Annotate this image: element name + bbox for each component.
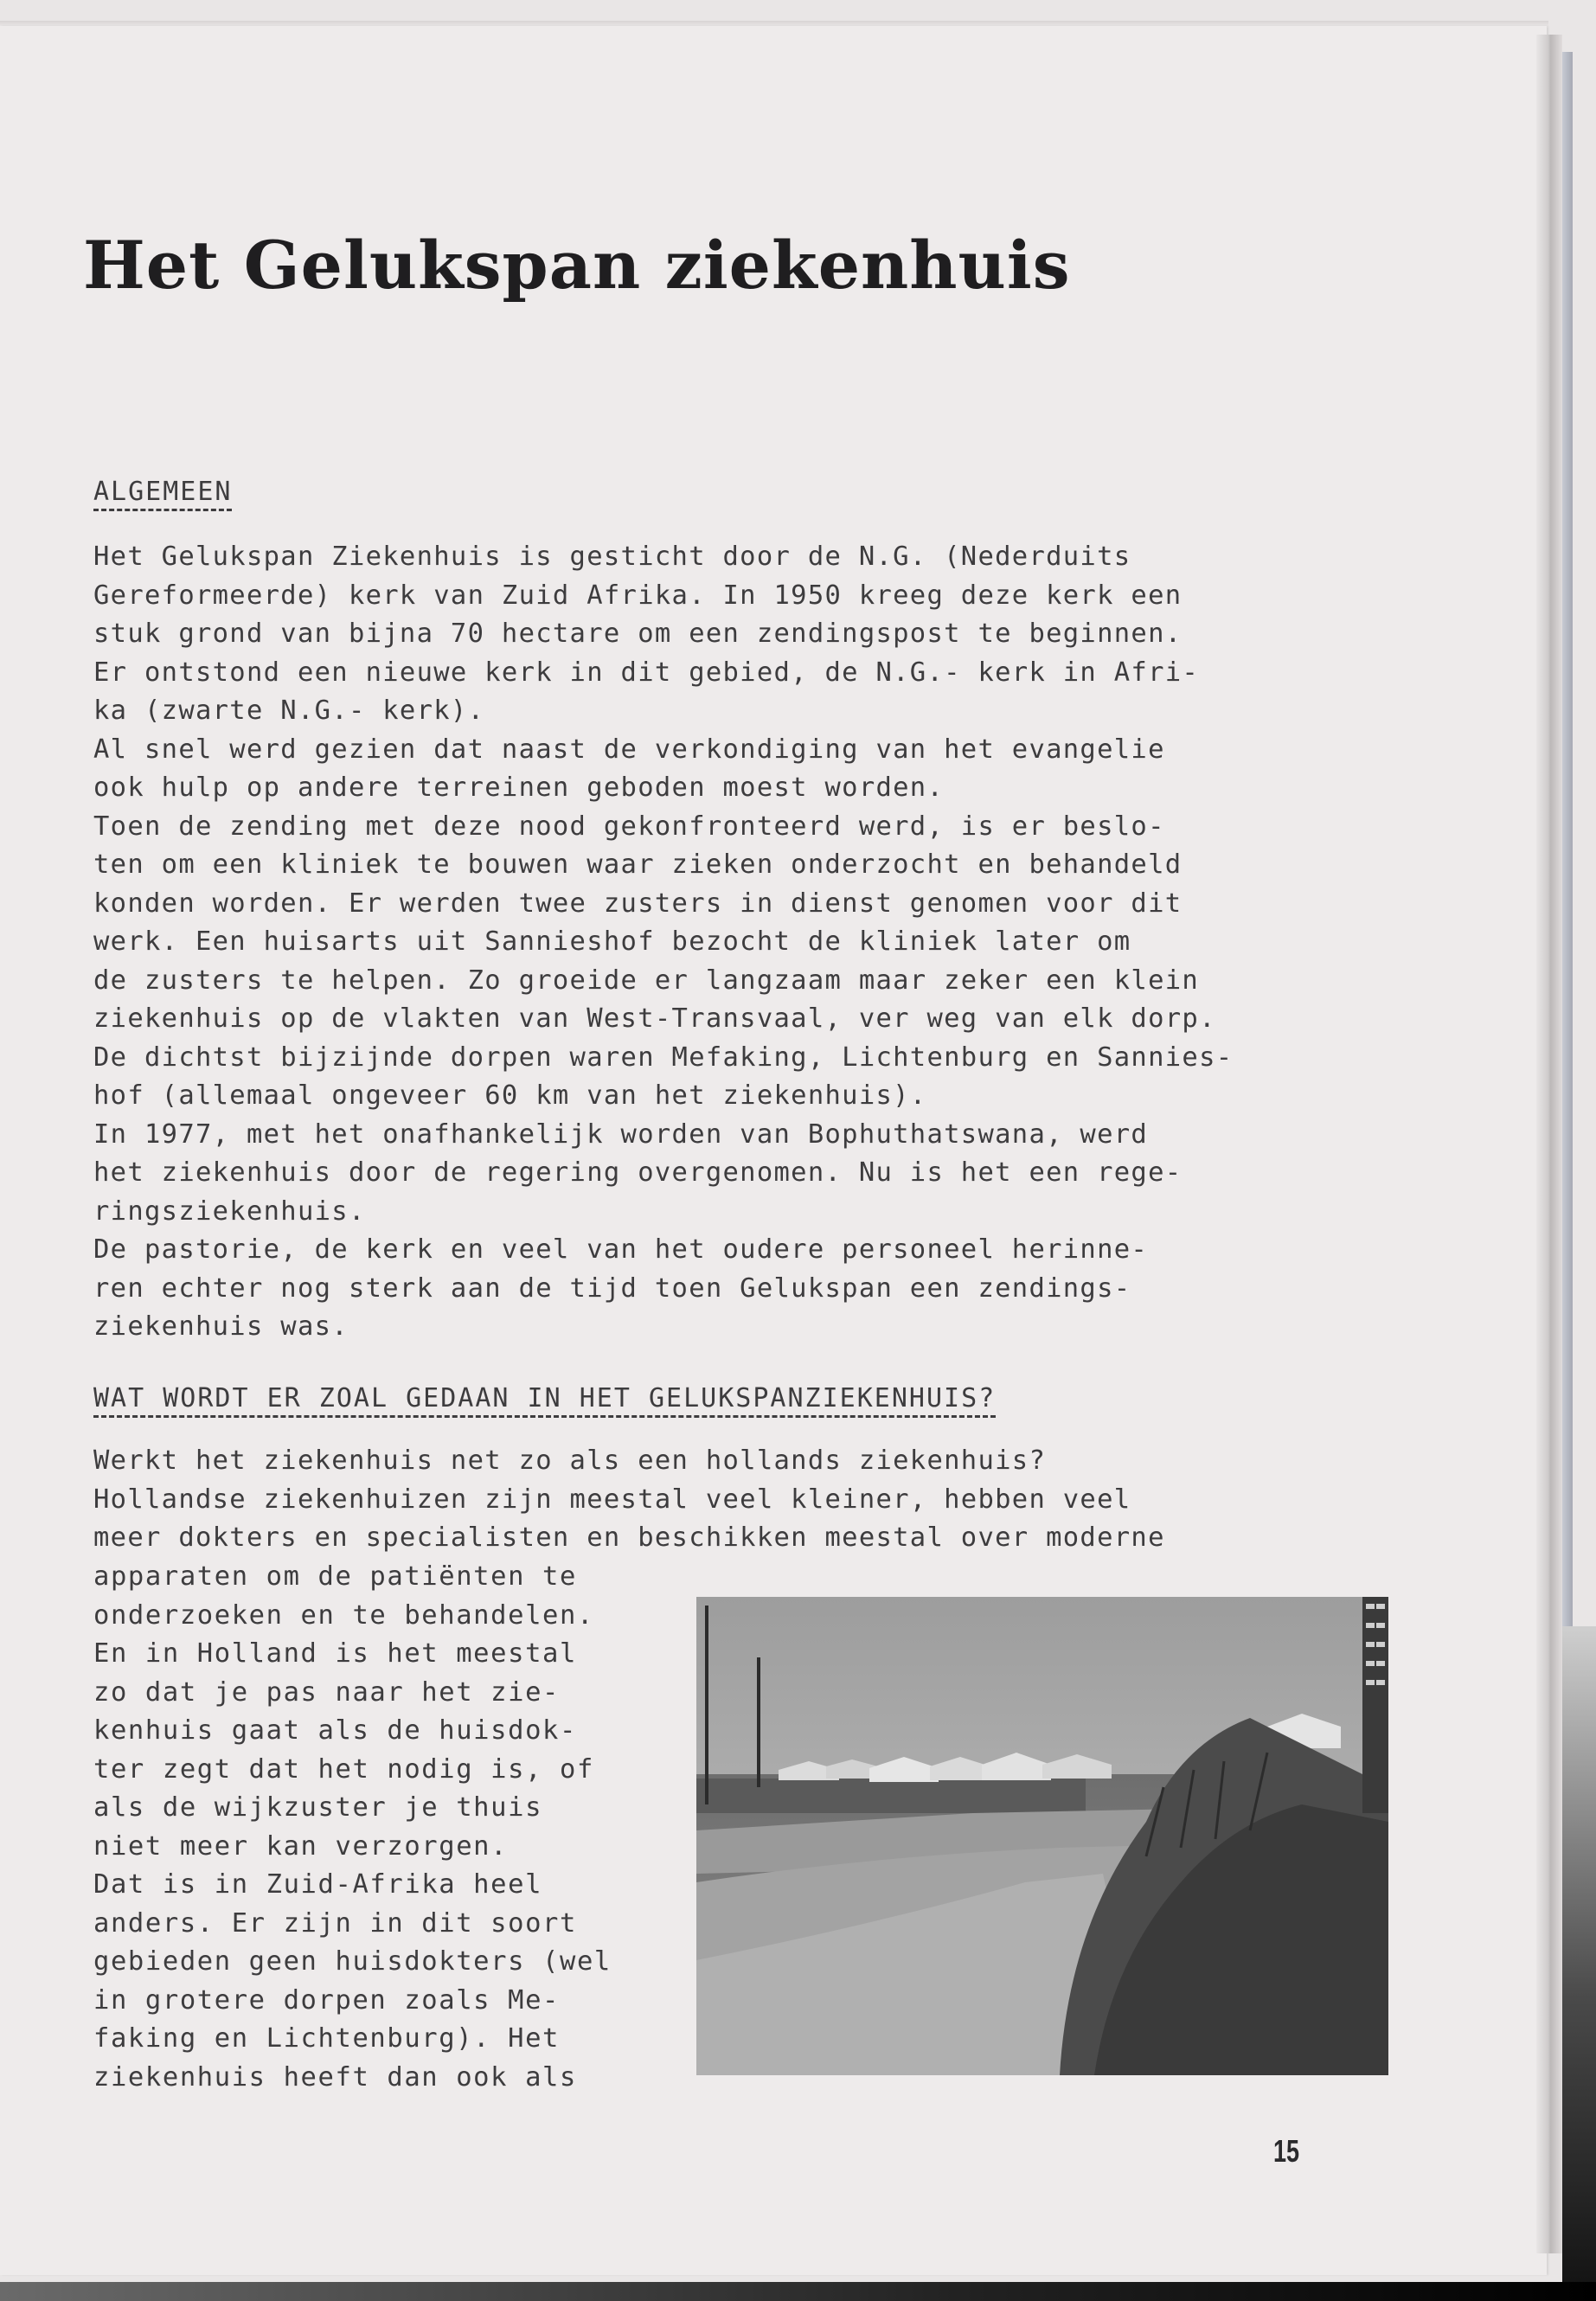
- text-line: Werkt het ziekenhuis net zo als een hollands ziekenhuis?: [93, 1445, 1047, 1476]
- text-line: ziekenhuis heeft dan ook als: [93, 2061, 577, 2093]
- text-line: ringsziekenhuis.: [93, 1195, 366, 1227]
- text-line: apparaten om de patiënten te: [93, 1561, 577, 1592]
- page-number: 15: [1273, 2133, 1300, 2169]
- text-line: faking en Lichtenburg). Het: [93, 2023, 560, 2054]
- text-line: gebieden geen huisdokters (wel: [93, 1946, 612, 1977]
- text-line: stuk grond van bijna 70 hectare om een zendingspost te beginnen.: [93, 619, 1183, 649]
- text-line: in grotere dorpen zoals Me-: [93, 1984, 560, 2016]
- binder-edge: [1562, 52, 1573, 1626]
- text-line: meer dokters en specialisten en beschikken meestal over moderne: [93, 1522, 1165, 1553]
- text-line: In 1977, met het onafhankelijk worden van Bophuthatswana, werd: [93, 1118, 1149, 1150]
- page-right-edge: [1536, 35, 1562, 2253]
- text-line: En in Holland is het meestal: [93, 1638, 577, 1669]
- text-line: Dat is in Zuid-Afrika heel: [93, 1869, 543, 1900]
- page-title: Het Gelukspan ziekenhuis: [83, 227, 1071, 304]
- section-body-wat-wordt: [93, 1442, 1165, 1558]
- text-line: ren echter nog sterk aan de tijd toen Gelukspan een zendings-: [93, 1272, 1131, 1304]
- text-line: Al snel werd gezien dat naast de verkondiging van het evangelie: [93, 734, 1165, 765]
- text-line: ziekenhuis was.: [93, 1311, 349, 1342]
- text-line: ten om een kliniek te bouwen waar zieken onderzocht en behandeld: [93, 849, 1183, 880]
- text-line: De pastorie, de kerk en veel van het oudere personeel herinne-: [93, 1234, 1149, 1265]
- hospital-photo: [696, 1597, 1388, 2075]
- text-line: het ziekenhuis door de regering overgenomen. Nu is het een rege-: [93, 1157, 1183, 1188]
- text-line: de zusters te helpen. Zo groeide er langzaam maar zeker een klein: [93, 965, 1200, 996]
- text-line: Er ontstond een nieuwe kerk in dit gebied, de N.G.- kerk in Afri-: [93, 657, 1200, 688]
- text-line: als de wijkzuster je thuis: [93, 1792, 543, 1823]
- section-body-wrap-text: [93, 1558, 612, 2097]
- section-heading-wat-wordt: WAT WORDT ER ZOAL GEDAAN IN HET GELUKSPANZIEKENHUIS?: [93, 1383, 997, 1413]
- section-heading-algemeen: ALGEMEEN: [93, 477, 233, 507]
- text-line: niet meer kan verzorgen.: [93, 1830, 509, 1862]
- text-line: konden worden. Er werden twee zusters in dienst genomen voor dit: [93, 888, 1183, 919]
- text-line: anders. Er zijn in dit soort: [93, 1907, 577, 1939]
- text-line: ter zegt dat het nodig is, of: [93, 1753, 594, 1785]
- text-line: Toen de zending met deze nood gekonfronteerd werd, is er beslo-: [93, 811, 1165, 842]
- hospital-photo-image: [696, 1597, 1388, 2075]
- page-bottom-shadow: [0, 2282, 1596, 2301]
- text-line: De dichtst bijzijnde dorpen waren Mefaking, Lichtenburg en Sannies-: [93, 1042, 1234, 1073]
- text-line: Hollandse ziekenhuizen zijn meestal veel kleiner, hebben veel: [93, 1484, 1131, 1515]
- text-line: ook hulp op andere terreinen geboden moest worden.: [93, 772, 945, 803]
- text-line: kenhuis gaat als de huisdok-: [93, 1715, 577, 1746]
- binder-shadow: [1562, 1626, 1596, 2301]
- text-line: werk. Een huisarts uit Sannieshof bezocht de kliniek later om: [93, 926, 1131, 957]
- text-line: ka (zwarte N.G.- kerk).: [93, 695, 485, 726]
- text-line: zo dat je pas naar het zie-: [93, 1676, 560, 1708]
- section-body-algemeen: [93, 538, 1233, 1347]
- text-line: Het Gelukspan Ziekenhuis is gesticht door de N.G. (Nederduits: [93, 542, 1131, 572]
- text-line: Gereformeerde) kerk van Zuid Afrika. In 1950 kreeg deze kerk een: [93, 580, 1183, 611]
- text-line: ziekenhuis op de vlakten van West-Transvaal, ver weg van elk dorp.: [93, 1003, 1216, 1034]
- text-line: hof (allemaal ongeveer 60 km van het ziekenhuis).: [93, 1080, 927, 1111]
- text-line: onderzoeken en te behandelen.: [93, 1599, 594, 1631]
